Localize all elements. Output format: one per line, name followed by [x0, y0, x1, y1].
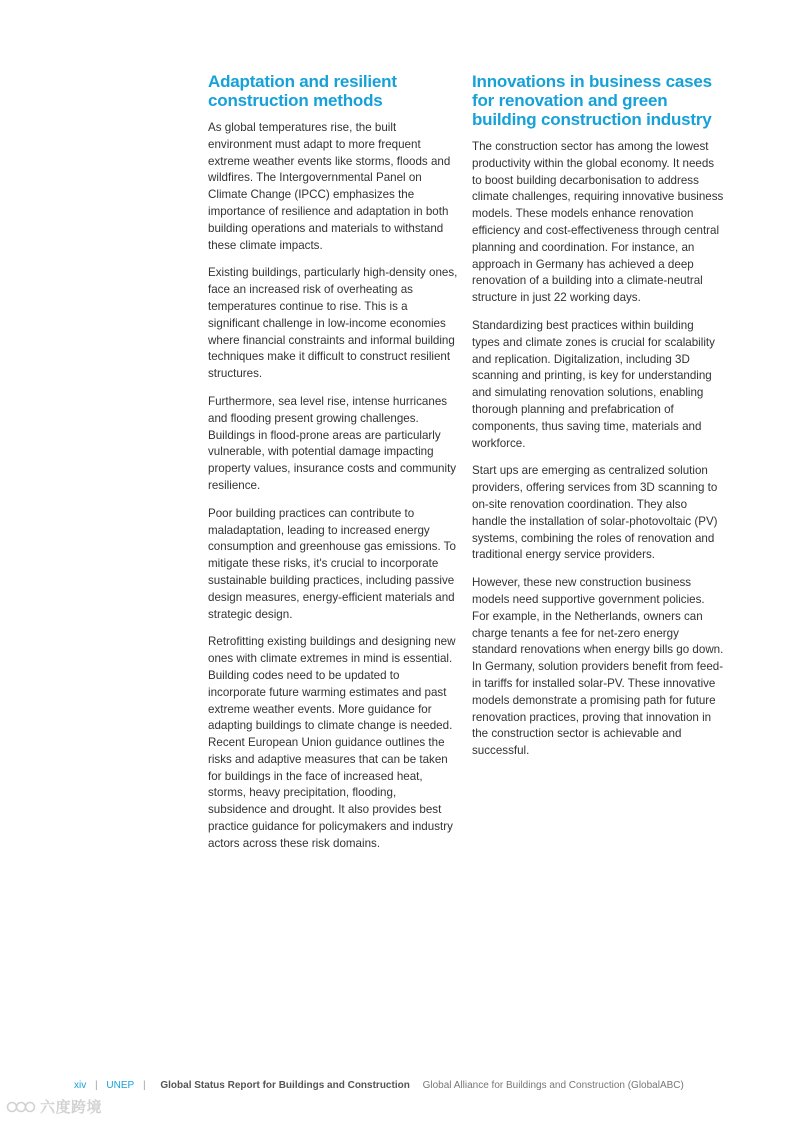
left-paragraph-3: Furthermore, sea level rise, intense hurricanes and flooding present growing challenges. Buildings in flood-prone areas are particularly vulnerable, with potential damage impacting property values, insurance costs and community resilience. — [208, 394, 457, 492]
watermark-text: 六度跨境 — [40, 1099, 103, 1116]
left-paragraph-1: As global temperatures rise, the built environment must adapt to more frequent extreme weather events like storms, floods and wildfires. The Intergovernmental Panel on Climate Change (IPCC) emphasizes the importance of resilience and adaptation in both building operations and materials to withstand these climate impacts. — [208, 121, 451, 252]
right-paragraph-3: Start ups are emerging as centralized solution providers, offering services from 3D scanning to on-site renovation coordination. They also handle the installation of solar-photovoltaic (PV) systems, combining the roles of renovation and traditional energy service providers. — [472, 464, 718, 562]
page-footer — [74, 1079, 684, 1094]
page-number: xiv — [74, 1080, 87, 1091]
right-paragraph-4: However, these new construction business models need supportive government policies. For example, in the Netherlands, owners can charge tenants a fee for net-zero energy standard renovations when energy bills go down. In Germany, solution providers benefit from feed-in tariffs for installed solar-PV. These innovative models demonstrate a promising path for future renovation practices, proving that innovation in the construction sector is achievable and successful. — [472, 576, 724, 758]
watermark-logo-icon — [6, 1099, 36, 1115]
footer-organization: UNEP — [106, 1080, 135, 1091]
footer-subtitle: Global Alliance for Buildings and Construction (GlobalABC) — [422, 1080, 684, 1091]
left-paragraph-5: Retrofitting existing buildings and designing new ones with climate extremes in mind is essential. Building codes need to be updated to incorporate future warming estimates and past extreme weather events. More guidance for adapting buildings to climate change is needed. Recent European Union guidance outlines the risks and adaptive measures that can be taken for buildings in the face of increased heat, storms, heavy precipitation, flooding, subsidence and drought. It also provides best practice guidance for policymakers and industry actors across these risk domains. — [208, 635, 456, 850]
left-heading: Adaptation and resilient construction methods — [208, 72, 397, 110]
right-heading: Innovations in business cases for renovation and green building construction industry — [472, 72, 712, 129]
left-column — [208, 72, 458, 864]
footer-separator: | — [95, 1080, 98, 1091]
footer-report-title: Global Status Report for Buildings and Construction — [160, 1080, 410, 1091]
right-paragraph-2: Standardizing best practices within building types and climate zones is crucial for scalability and replication. Digitalization, including 3D scanning and printing, is key for understanding and simulating renovation solutions, enabling thorough planning and prefabrication of components, thus saving time, materials and workforce. — [472, 318, 715, 450]
left-paragraph-4: Poor building practices can contribute to maladaptation, leading to increased energy consumption and greenhouse gas emissions. To mitigate these risks, it's crucial to incorporate sustainable building practices, including passive design measures, energy-efficient materials and strategic design. — [208, 506, 456, 621]
left-paragraph-2: Existing buildings, particularly high-density ones, face an increased risk of overheating as temperatures continue to rise. This is a significant challenge in low-income economies where financial constraints and informal building techniques make it difficult to construct resilient structures. — [208, 266, 458, 381]
right-column — [472, 72, 724, 771]
right-paragraph-1: The construction sector has among the lowest productivity within the global economy. It needs to boost building decarbonisation to address climate challenges, requiring innovative business models. These models enhance renovation efficiency and cost-effectiveness through central planning and coordination. For instance, an approach in Germany has achieved a deep renovation of a building into a climate-neutral structure in just 22 working days. — [472, 140, 724, 305]
watermark — [6, 1096, 102, 1117]
footer-separator: | — [142, 1080, 146, 1091]
